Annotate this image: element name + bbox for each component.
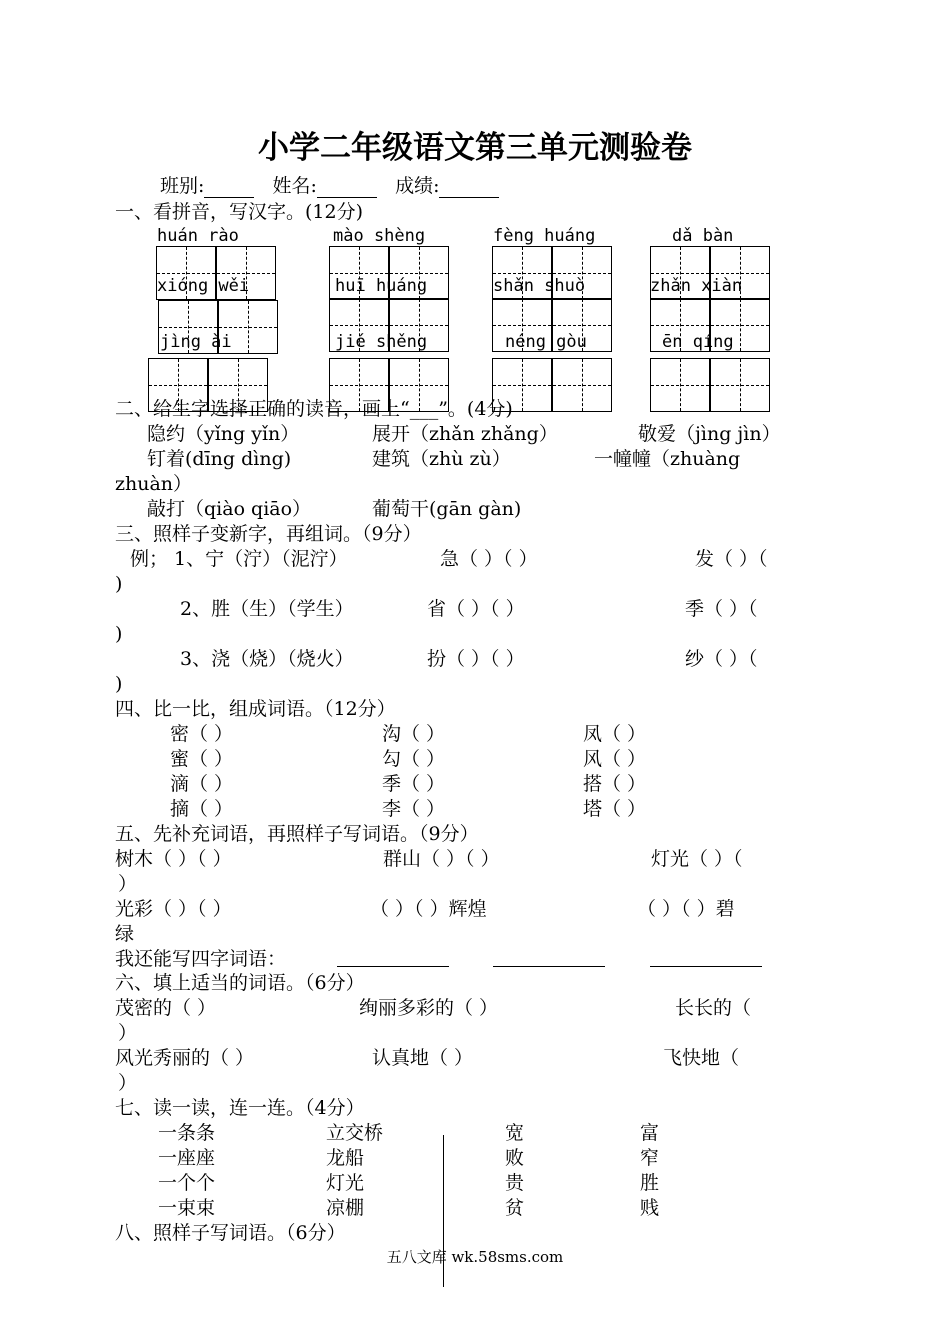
match-left-item[interactable]: 宽 [505, 1122, 525, 1144]
compare-item: 凤（ ） [583, 723, 647, 745]
match-left-item[interactable]: 一个个 [158, 1172, 216, 1194]
compare-item: 塔（ ） [583, 798, 647, 820]
match-right-item[interactable]: 灯光 [326, 1172, 365, 1194]
compare-item: 蜜（ ） [170, 748, 234, 770]
score-blank[interactable] [439, 197, 499, 198]
footer-watermark: 五八文库 wk.58sms.com [386, 1248, 564, 1266]
match-left-item[interactable]: 一束束 [158, 1197, 216, 1219]
pinyin-item: jié shěng [335, 332, 428, 352]
wrap-paren: ） [118, 1022, 138, 1044]
pinyin-item: shǎn shuò [493, 276, 586, 296]
exercise-item: 纱（ ）（ [685, 648, 758, 670]
section-3-heading: 三、照样子变新字，再组词。（9分） [115, 523, 422, 545]
compare-item: 勾（ ） [382, 748, 446, 770]
phrase-item: 光彩（ ）（ ） [115, 898, 232, 920]
example-item: 2、胜（生）（学生） [180, 598, 354, 620]
match-right-item[interactable]: 立交桥 [326, 1122, 384, 1144]
section-8-heading: 八、照样子写词语。（6分） [115, 1222, 346, 1244]
section-2-heading: 二、给生字选择正确的读音，画上“___”。(4分) [115, 398, 513, 420]
exercise-item: 发（ ）（ [695, 548, 768, 570]
match-left-item[interactable]: 贵 [505, 1172, 525, 1194]
match-left-item[interactable]: 一座座 [158, 1147, 216, 1169]
section-1-heading: 一、看拼音，写汉字。(12分) [115, 201, 364, 223]
reading-item: 敬爱（jìng jìn） [638, 423, 781, 445]
wrap-paren: ) [115, 573, 123, 595]
wrap-text: 绿 [115, 923, 135, 945]
pinyin-item: jìng ài [160, 332, 232, 352]
match-left-item[interactable]: 败 [505, 1147, 525, 1169]
info-line [160, 174, 499, 198]
name-label: 姓名: [272, 175, 317, 197]
reading-item: 一幢幢（zhuàng [594, 448, 741, 470]
match-right-item[interactable]: 富 [640, 1122, 660, 1144]
compare-item: 风（ ） [583, 748, 647, 770]
pinyin-item: huī huáng [335, 276, 428, 296]
class-blank[interactable] [204, 197, 254, 198]
phrase-item: 群山（ ）（ ） [383, 848, 500, 870]
wrap-paren: ) [115, 673, 123, 695]
pinyin-item: huán rào [157, 226, 239, 246]
writing-box[interactable] [710, 358, 770, 412]
pinyin-item: mào shèng [333, 226, 426, 246]
compare-item: 沟（ ） [382, 723, 446, 745]
phrase-item: （ ）（ ）辉煌 [370, 898, 487, 920]
reading-item-wrap: zhuàn） [115, 473, 193, 495]
compare-item: 密（ ） [170, 723, 234, 745]
class-label: 班别: [160, 175, 205, 197]
exercise-item: 季（ ）（ [685, 598, 758, 620]
section-6-heading: 六、填上适当的词语。（6分） [115, 972, 365, 994]
fill-item: 飞快地（ [663, 1047, 740, 1069]
reading-item: 葡萄干(gān gàn) [372, 498, 522, 520]
section-7-heading: 七、读一读，连一连。（4分） [115, 1097, 365, 1119]
compare-item: 季（ ） [382, 773, 446, 795]
phrase-item: 树木（ ）（ ） [115, 848, 232, 870]
pinyin-item: néng gòu [505, 332, 587, 352]
writing-box[interactable] [552, 358, 612, 412]
pinyin-item: zhǎn xiàn [650, 276, 743, 296]
name-blank[interactable] [317, 197, 377, 198]
page-title: 小学二年级语文第三单元测验卷 [258, 130, 692, 166]
fill-item: 长长的（ [675, 997, 752, 1019]
score-label: 成绩: [395, 175, 440, 197]
answer-line[interactable] [337, 966, 449, 967]
compare-item: 滴（ ） [170, 773, 234, 795]
fill-item: 绚丽多彩的（ ） [359, 997, 499, 1019]
exercise-item: 扮（ ）（ ） [427, 648, 525, 670]
wrap-paren: ） [118, 873, 138, 895]
pinyin-item: ēn qíng [662, 332, 734, 352]
exercise-item: 省（ ）（ ） [427, 598, 525, 620]
answer-line[interactable] [493, 966, 605, 967]
phrase-item: 灯光（ ）（ [651, 848, 743, 870]
four-char-label: 我还能写四字词语： [115, 948, 287, 970]
reading-item: 展开（zhǎn zhǎng） [372, 423, 558, 445]
section-5-heading: 五、先补充词语，再照样子写词语。（9分） [115, 823, 479, 845]
match-right-item[interactable]: 凉棚 [326, 1197, 365, 1219]
exercise-item: 急（ ）（ ） [440, 548, 538, 570]
match-right-item[interactable]: 贱 [640, 1197, 660, 1219]
fill-item: 茂密的（ ） [115, 997, 217, 1019]
reading-item: 隐约（yǐng yǐn） [147, 423, 300, 445]
match-left-item[interactable]: 贫 [505, 1197, 525, 1219]
match-right-item[interactable]: 胜 [640, 1172, 660, 1194]
reading-item: 敲打（qiào qiāo） [147, 498, 312, 520]
compare-item: 摘（ ） [170, 798, 234, 820]
wrap-paren: ） [118, 1072, 138, 1094]
pinyin-item: dǎ bàn [672, 226, 734, 246]
example-item: 例； 1、宁（泞）（泥泞） [130, 548, 348, 570]
match-right-item[interactable]: 龙船 [326, 1147, 365, 1169]
phrase-item: （ ）（ ）碧 [637, 898, 735, 920]
compare-item: 搭（ ） [583, 773, 647, 795]
pinyin-item: xióng wěi [157, 276, 250, 296]
example-item: 3、浇（烧）（烧火） [180, 648, 354, 670]
fill-item: 认真地（ ） [372, 1047, 474, 1069]
match-left-item[interactable]: 一条条 [158, 1122, 216, 1144]
answer-line[interactable] [650, 966, 762, 967]
pinyin-item: fèng huáng [493, 226, 596, 246]
reading-item: 钉着(dīng dìng) [147, 448, 292, 470]
wrap-paren: ) [115, 623, 123, 645]
fill-item: 风光秀丽的（ ） [115, 1047, 255, 1069]
section-4-heading: 四、比一比，组成词语。（12分） [115, 698, 396, 720]
reading-item: 建筑（zhù zù） [372, 448, 511, 470]
compare-item: 李（ ） [382, 798, 446, 820]
writing-box[interactable] [650, 358, 710, 412]
match-right-item[interactable]: 窄 [640, 1147, 660, 1169]
